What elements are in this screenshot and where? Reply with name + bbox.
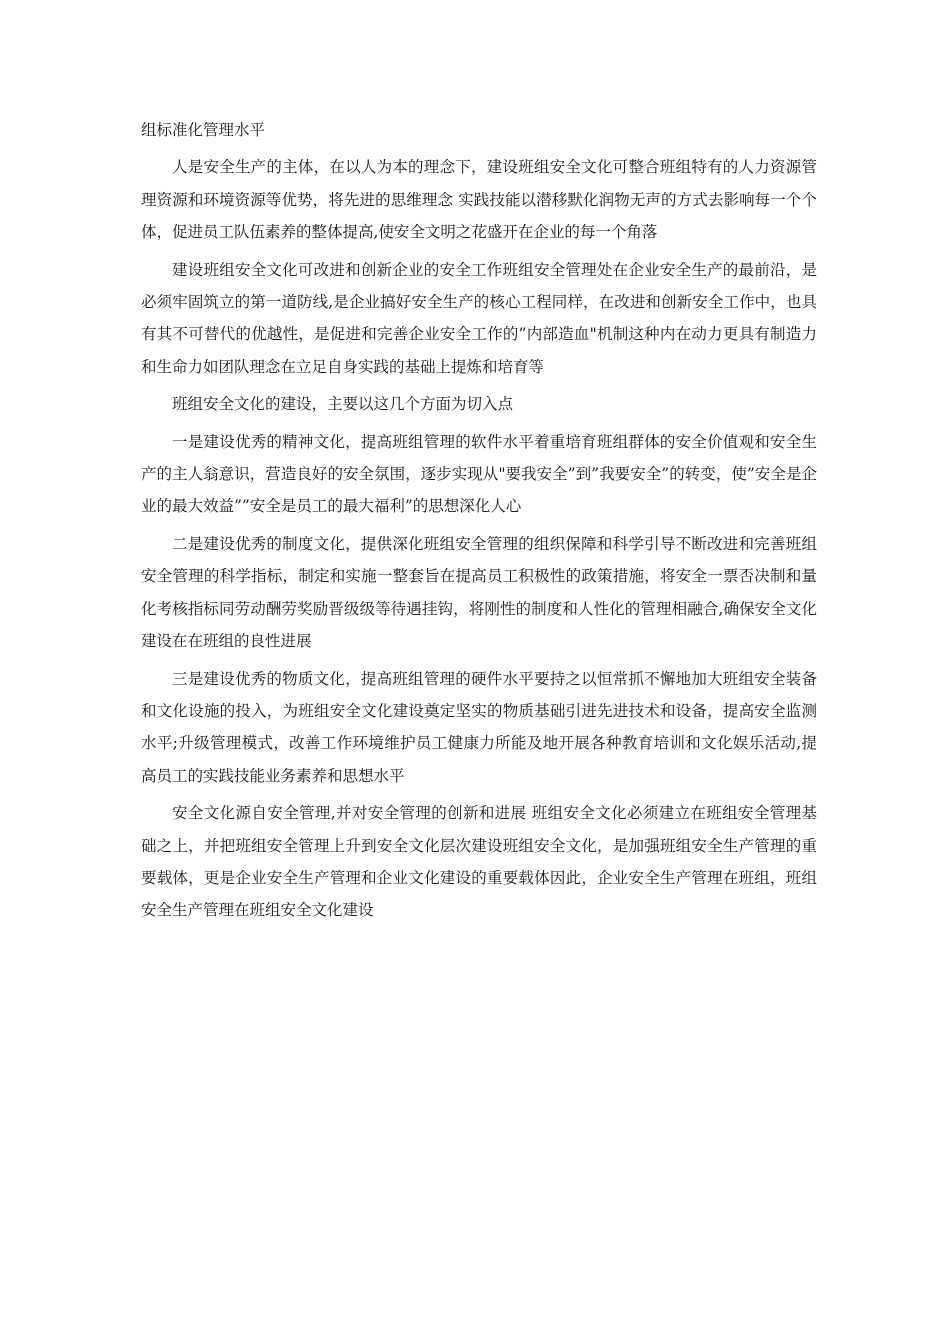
- paragraph-institutional-culture: 二是建设优秀的制度文化，提供深化班组安全管理的组织保障和科学引导不断改进和完善班组安全管理的科学指标，制定和实施一整套旨在提高员工积极性的政策措施，将安全一票否决制和量化考核指标同劳动酬劳奖励晋级级等待遇挂钩，将刚性的制度和人性化的管理相融合,确保安全文化建设在在班组的良性进展: [141, 534, 817, 651]
- paragraph-people-as-subject: 人是安全生产的主体，在以人为本的理念下，建设班组安全文化可整合班组特有的人力资源管理资源和环境资源等优势，将先进的思维理念 实践技能以潜移默化润物无声的方式去影响每一个个体，促进员工队伍素养的整体提高,使安全文明之花盛开在企业的每一个角落: [141, 158, 817, 242]
- paragraph-entry-points: 班组安全文化的建设，主要以这几个方面为切入点: [172, 395, 514, 414]
- document-body: [141, 114, 817, 932]
- paragraph-innovation: 建设班组安全文化可改进和创新企业的安全工作班组安全管理处在企业安全生产的最前沿，是必须牢固筑立的第一道防线,是企业搞好安全生产的核心工程同样，在改进和创新安全工作中，也具有其不可替代的优越性，是促进和完善企业安全工作的”内部造血"机制这种内在动力更具有制造力和生命力如团队理念在立足自身实践的基础上提炼和培育等: [141, 260, 817, 376]
- paragraph-continuation: 组标准化管理水平: [141, 121, 266, 139]
- paragraph-conclusion: 安全文化源自安全管理,并对安全管理的创新和进展 班组安全文化必须建立在班组安全管理基础之上，并把班组安全管理上升到安全文化层次建设班组安全文化，是加强班组安全生产管理的重要载体，更是企业安全生产管理和企业文化建设的重要载体因此，企业安全生产管理在班组，班组安全生产管理在班组安全文化建设: [141, 804, 817, 920]
- paragraph-spiritual-culture: 一是建设优秀的精神文化，提高班组管理的软件水平着重培育班组群体的安全价值观和安全生产的主人翁意识，营造良好的安全氛围，逐步实现从"要我安全”到”我要安全”的转变，使”安全是企业的最大效益””安全是员工的最大福利”的思想深化人心: [141, 432, 817, 516]
- paragraph-material-culture: 三是建设优秀的物质文化，提高班组管理的硬件水平要持之以恒常抓不懈地加大班组安全装备和文化设施的投入，为班组安全文化建设奠定坚实的物质基础引进先进技术和设备，提高安全监测水平;升级管理模式，改善工作环境维护员工健康力所能及地开展各种教育培训和文化娱乐活动,提高员工的实践技能业务素养和思想水平: [141, 669, 817, 785]
